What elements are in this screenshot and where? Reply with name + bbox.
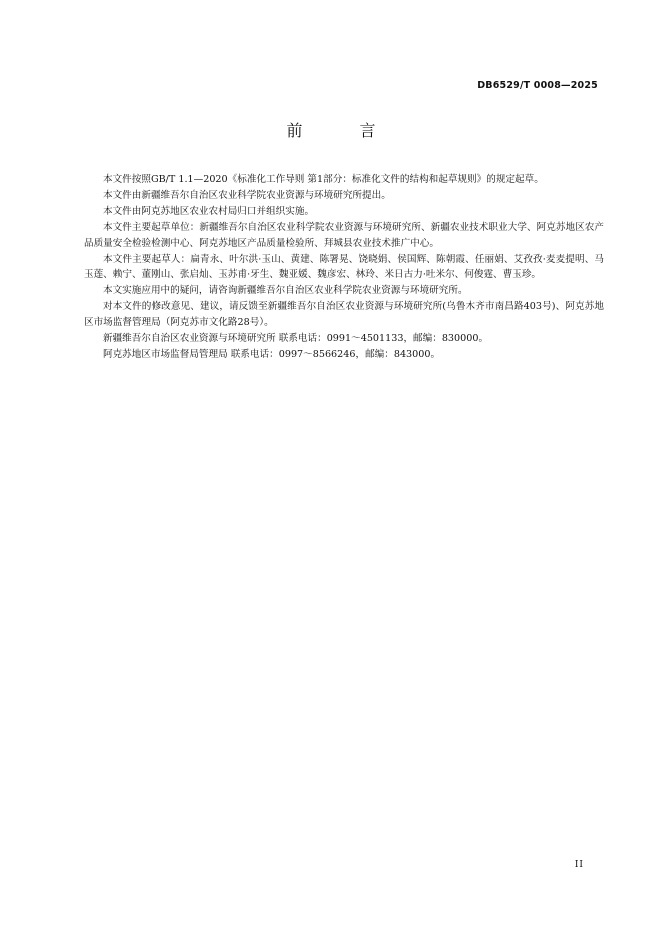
paragraph-proposer: 本文件由新疆维吾尔自治区农业科学院农业资源与环境研究所提出。 bbox=[103, 189, 391, 201]
paragraph-contact-institute: 新疆维吾尔自治区农业资源与环境研究所 联系电话：0991～4501133，邮编：830000。 bbox=[103, 333, 489, 345]
paragraph-drafters: 本文件主要起草人：扁青永、叶尔洪·玉山、黄建、陈署晃、饶晓娟、侯国辉、陈朝霞、任丽娟、艾孜孜·麦麦提明、马玉莲、赖宁、董刚山、张启灿、玉苏甫·牙生、魏亚媛、魏彦宏、林玲、米日古力·吐米尔、何俊霆、曹玉珍。 bbox=[84, 253, 604, 281]
document-code: DB6529/T 0008—2025 bbox=[477, 80, 598, 91]
page-number: II bbox=[574, 860, 584, 870]
page-title: 前 言 bbox=[286, 121, 402, 140]
paragraph-feedback: 对本文件的修改意见、建议，请反馈至新疆维吾尔自治区农业资源与环境研究所(乌鲁木齐市南昌路403号)、阿克苏地区市场监督管理局（阿克苏市文化路28号）。 bbox=[84, 301, 604, 329]
paragraph-contact-bureau: 阿克苏地区市场监督局管理局 联系电话：0997～8566246，邮编：843000。 bbox=[103, 348, 441, 360]
paragraph-drafting-units: 本文件主要起草单位：新疆维吾尔自治区农业科学院农业资源与环境研究所、新疆农业技术职业大学、阿克苏地区农产品质量安全检验检测中心、阿克苏地区产品质量检验所、拜城县农业技术推广中心。 bbox=[84, 221, 604, 249]
paragraph-inquiries: 本文实施应用中的疑问，请咨询新疆维吾尔自治区农业科学院农业资源与环境研究所。 bbox=[103, 285, 468, 297]
paragraph-drafting-rules: 本文件按照GB/T 1.1—2020《标准化工作导则 第1部分：标准化文件的结构和起草规则》的规定起草。 bbox=[103, 174, 544, 185]
foreword-body bbox=[84, 172, 604, 363]
paragraph-administrator: 本文件由阿克苏地区农业农村局归口并组织实施。 bbox=[103, 205, 315, 217]
